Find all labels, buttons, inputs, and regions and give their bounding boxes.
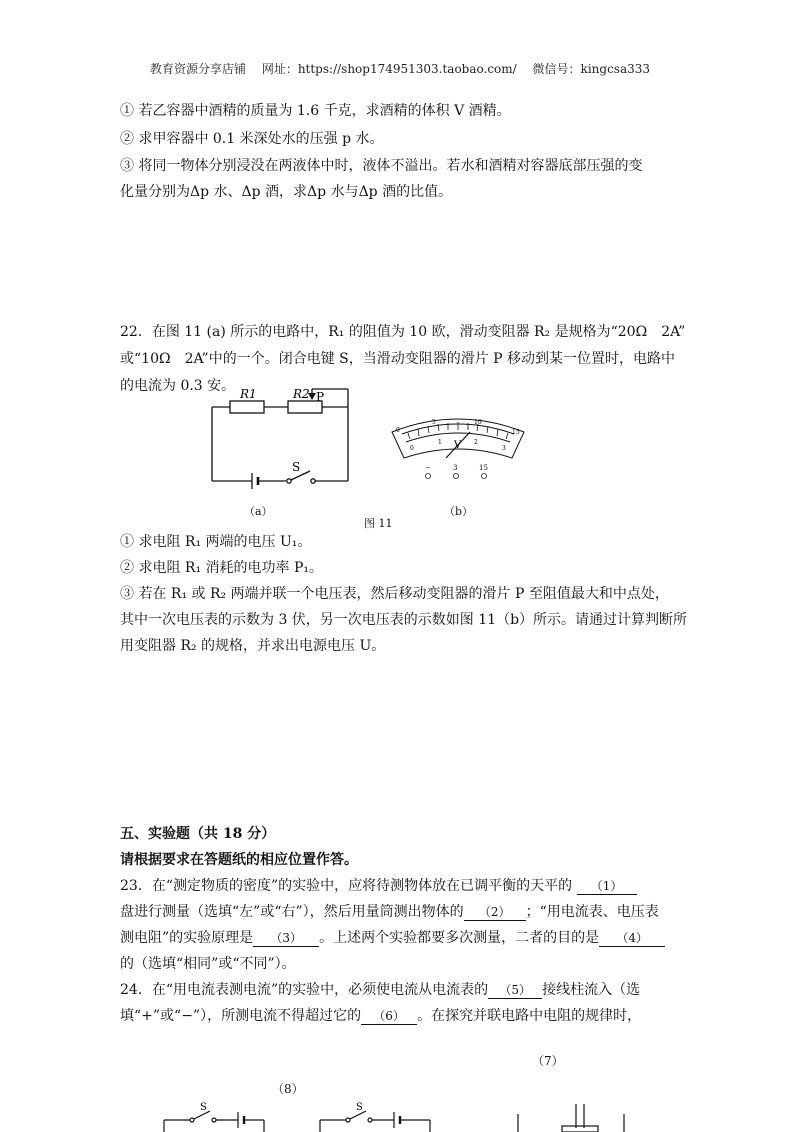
s-label: S bbox=[292, 460, 301, 474]
q24-text1a: 24．在“用电流表测电流”的实验中，必须使电流从电流表的 bbox=[120, 982, 489, 998]
q23-text2a: 盘进行测量（选填“左”或“右”），然后用量筒测出物体的 bbox=[120, 904, 464, 920]
terminal-15 bbox=[482, 474, 487, 479]
q24-text2b: 。在探究并联电路中电阻的规律时， bbox=[417, 1008, 642, 1024]
q22-item3c: 用变阻器 R₂ 的规格，并求出电源电压 U。 bbox=[120, 638, 386, 654]
q21-item3a: ③ 将同一物体分别浸没在两液体中时，液体不溢出。若水和酒精对容器底部压强的变 bbox=[120, 158, 643, 174]
q23-text3a: 测电阻”的实验原理是 bbox=[120, 930, 254, 946]
blank-7[interactable]: （7） bbox=[532, 1054, 564, 1068]
q22-item3a: ③ 若在 R₁ 或 R₂ 两端并联一个电压表，然后移动变阻器的滑片 P 至阻值最大和中点处， bbox=[120, 586, 669, 602]
r2-label: R2 bbox=[293, 387, 310, 401]
header-wechat: 微信号：kingcsa333 bbox=[532, 62, 651, 76]
blank-6[interactable]: （6） bbox=[361, 1008, 417, 1025]
q23-line4: 的（选填“相同”或“不同”）。 bbox=[120, 956, 296, 972]
bottom-container-figure bbox=[510, 1098, 630, 1132]
blank-1[interactable]: （1） bbox=[577, 878, 637, 895]
section5-instruction: 请根据要求在答题纸的相应位置作答。 bbox=[120, 852, 358, 868]
meter-bottom-tick-3: 3 bbox=[502, 445, 506, 452]
q24-line2 bbox=[120, 1006, 680, 1026]
q24-line1 bbox=[120, 980, 680, 1000]
blank-8[interactable]: （8） bbox=[272, 1082, 304, 1096]
q23-line1 bbox=[120, 876, 680, 896]
meter-top-tick-1: 5 bbox=[432, 419, 436, 426]
bottom-circuit-2 bbox=[316, 1096, 436, 1132]
q22-item3b: 其中一次电压表的示数为 3 伏，另一次电压表的示数如图 11（b）所示。请通过计算判断所 bbox=[120, 612, 688, 628]
meter-top-tick-3: 15 bbox=[512, 429, 520, 436]
fig-b-label: （b） bbox=[444, 505, 474, 518]
p-label: P bbox=[316, 390, 325, 404]
blank-4[interactable]: （4） bbox=[599, 930, 665, 947]
bottom-s-label-2: S bbox=[356, 1102, 363, 1113]
q23-text1: 23．在“测定物质的密度”的实验中，应将待测物体放在已调平衡的天平的 bbox=[120, 878, 573, 894]
bottom-circuit-1 bbox=[160, 1096, 270, 1132]
meter-top-tick-0: 0 bbox=[396, 427, 400, 434]
fig-caption: 图 11 bbox=[364, 517, 393, 530]
q24-text2a: 填“+”或“−”），所测电流不得超过它的 bbox=[120, 1008, 362, 1024]
terminal-label-neg: − bbox=[425, 464, 431, 472]
blank-3[interactable]: （3） bbox=[253, 930, 319, 947]
q23-text3b: 。上述两个实验都要多次测量，二者的目的是 bbox=[319, 930, 600, 946]
terminal-label-3: 3 bbox=[453, 464, 458, 472]
terminal-3 bbox=[454, 474, 459, 479]
q22-item1: ① 求电阻 R₁ 两端的电压 U₁。 bbox=[120, 534, 312, 550]
blank-2[interactable]: （2） bbox=[464, 904, 526, 921]
r1-label: R1 bbox=[240, 387, 257, 401]
q22-line3: 的电流为 0.3 安。 bbox=[120, 378, 236, 394]
meter-bottom-tick-1: 1 bbox=[438, 439, 442, 446]
header-url[interactable]: 网址：https://shop174951303.taobao.com/ bbox=[261, 62, 517, 76]
voltmeter-diagram-b bbox=[388, 412, 528, 484]
blank-5[interactable]: （5） bbox=[488, 982, 542, 999]
q21-item1: ① 若乙容器中酒精的质量为 1.6 千克，求酒精的体积 V 酒精。 bbox=[120, 103, 511, 119]
meter-bottom-tick-0: 0 bbox=[410, 445, 414, 452]
bottom-s-label-1: S bbox=[200, 1102, 207, 1113]
meter-top-tick-2: 10 bbox=[474, 419, 482, 426]
circuit-diagram-a bbox=[200, 385, 370, 495]
q23-line3 bbox=[120, 928, 680, 948]
q21-item3b: 化量分别为Δp 水、Δp 酒，求Δp 水与Δp 酒的比值。 bbox=[120, 184, 453, 200]
page-header bbox=[0, 60, 800, 77]
q24-text1b: 接线柱流入（选 bbox=[542, 982, 641, 998]
meter-v-label: V bbox=[454, 440, 462, 451]
q22-line1: 22．在图 11 (a) 所示的电路中，R₁ 的阻值为 10 欧，滑动变阻器 R₂ 是规格为“20Ω 2A” bbox=[120, 324, 686, 340]
fig-a-label: （a） bbox=[244, 505, 273, 518]
terminal-neg bbox=[426, 474, 431, 479]
terminal-label-15: 15 bbox=[479, 464, 488, 472]
resistor-r1 bbox=[230, 401, 264, 413]
q22-line2: 或“10Ω 2A”中的一个。闭合电键 S，当滑动变阻器的滑片 P 移动到某一位置时，电路中 bbox=[120, 351, 676, 367]
header-shop: 教育资源分享店铺 bbox=[149, 62, 246, 76]
section5-title: 五、实验题（共 18 分） bbox=[120, 826, 276, 842]
q22-item2: ② 求电阻 R₁ 消耗的电功率 P₁。 bbox=[120, 560, 323, 576]
q21-item2: ② 求甲容器中 0.1 米深处水的压强 p 水。 bbox=[120, 131, 384, 147]
meter-bottom-tick-2: 2 bbox=[474, 439, 478, 446]
q23-text2b: ；“用电流表、电压表 bbox=[525, 904, 659, 920]
q23-line2 bbox=[120, 902, 680, 922]
